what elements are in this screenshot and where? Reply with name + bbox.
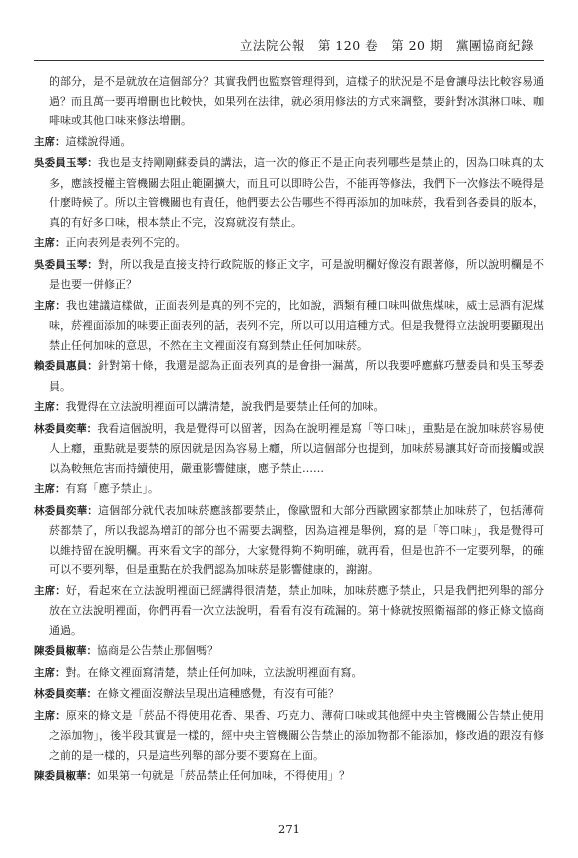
paragraph-text: 的部分，是不是就放在這個部分？其實我們也監察管理得到，這樣子的狀況是不是會讓母法比較容易通過？而且萬一要再增刪也比較快，如果列在法律，就必須用修法的方式來調整，要針對冰淇淋口味、咖啡味或其他口味來修法增刪。 [49, 75, 544, 127]
paragraph-text: 對。在條文裡面寫清楚，禁止任何加味，立法說明裡面有寫。 [65, 665, 363, 679]
transcript-paragraph [34, 255, 544, 295]
speaker-label: 主席： [34, 401, 66, 413]
paragraph-text: 我覺得在立法說明裡面可以講清楚，說我們是要禁止任何的加味。 [65, 400, 385, 413]
page-number: 271 [278, 822, 300, 836]
speaker-label: 陳委員椒華： [34, 770, 97, 782]
transcript-paragraph [34, 72, 544, 131]
speaker-label: 主席： [34, 237, 66, 249]
gazette-header: 立法院公報 第 120 卷 第 20 期 黨團協商紀錄 [239, 38, 534, 53]
paragraph-text: 我看這個說明，我是覺得可以留著，因為在說明裡是寫「等口味」，重點是在說加味菸容易使人上癮，重點就是要禁的原因就是因為容易上癮，所以這個部分也提到，加味菸易讓其好奇而接觸或誤以為較無危害而持續使用，嚴重影響健康，應予禁止…… [49, 421, 545, 475]
paragraph-text: 針對第十條，我還是認為正面表列真的是會掛一漏萬，所以我要呼應蘇巧慧委員和吳玉琴委員。 [49, 359, 545, 393]
speaker-label: 主席： [34, 483, 66, 495]
paragraph-text: 如果第一句就是「菸品禁止任何加味，不得使用」？ [97, 769, 350, 782]
paragraph-text: 好，看起來在立法說明裡面已經講得很清楚，禁止加味，加味菸應予禁止，只是我們把列舉的部分放在立法說明裡面，你們再看一次立法說明，看看有沒有疏漏的。第十條就按照衛福部的修正條文協商通過。 [49, 583, 545, 637]
speaker-label: 主席： [34, 709, 66, 722]
transcript-paragraph [34, 766, 544, 787]
speaker-label: 林委員奕華： [34, 422, 98, 435]
transcript-paragraph [34, 479, 544, 500]
paragraph-text: 在條文裡面沒辦法呈現出這種感覺，有沒有可能？ [97, 687, 339, 700]
paragraph-text: 原來的條文是「菸品不得使用花香、果香、巧克力、薄荷口味或其他經中央主管機關公告禁止使用之添加物」，後半段其實是一樣的，經中央主管機關公告禁止的添加物都不能添加，修改過的跟沒有修之前的是一樣的，只是這些列舉的部分要不要寫在上面。 [49, 708, 545, 762]
paragraph-text: 我也是支持剛剛蘇委員的講法，這一次的修正不是正向表列哪些是禁止的，因為口味真的太多，應該授權主管機關去阻止範圍擴大，而且可以即時公告，不能再等修法，我們下一次修法不曉得是什麼時候了。所以主管機關也有責任，他們要去公告哪些不得再添加的加味菸，我看到各委員的版本，真的有好多口味，根本禁止不完，沒寫就沒有禁止。 [49, 156, 545, 229]
speaker-label: 主席： [34, 666, 66, 679]
transcript-body [34, 72, 544, 788]
speaker-label: 主席： [34, 584, 66, 597]
paragraph-text: 有寫「應予禁止」。 [65, 482, 159, 495]
speaker-label: 主席： [34, 299, 66, 312]
transcript-paragraph [34, 132, 544, 153]
speaker-label: 賴委員惠員： [34, 360, 98, 372]
paragraph-text: 這個部分就代表加味菸應該都要禁止，像歐盟和大部分西歐國家都禁止加味菸了，包括薄荷菸都禁了，所以我認為增訂的部分也不需要去調整，因為這裡是舉例，寫的是「等口味」，我是覺得可以維持留在說明欄。再來看文字的部分，大家覺得夠不夠明確，就再看，但是也許不一定要列舉，的確可以不要列舉，但是重點在於我們認為加味菸是影響健康的，謝謝。 [49, 503, 545, 576]
transcript-paragraph [34, 663, 544, 684]
transcript-paragraph [34, 153, 544, 232]
speaker-label: 主席： [34, 135, 66, 148]
speaker-label: 陳委員椒華： [34, 645, 97, 657]
transcript-paragraph [34, 501, 544, 580]
transcript-paragraph [34, 706, 544, 766]
speaker-label: 吳委員玉琴： [34, 157, 98, 169]
paragraph-text: 正向表列是表列不完的。 [65, 236, 187, 249]
transcript-paragraph [34, 397, 544, 418]
speaker-label: 林委員奕華： [34, 688, 97, 700]
transcript-paragraph [34, 641, 544, 662]
speaker-label: 吳委員玉琴： [34, 258, 98, 271]
transcript-paragraph [34, 296, 544, 356]
header-divider [34, 60, 544, 61]
speaker-label: 林委員奕華： [34, 504, 98, 517]
transcript-paragraph [34, 581, 544, 641]
paragraph-text: 協商是公告禁止那個嗎？ [97, 644, 218, 657]
transcript-paragraph [34, 684, 544, 705]
transcript-paragraph [34, 233, 544, 254]
paragraph-text: 對，所以我是直接支持行政院版的修正文字，可是說明欄好像沒有跟著修，所以說明欄是不是也要一併修正？ [49, 257, 545, 291]
transcript-paragraph [34, 419, 544, 479]
paragraph-text: 這樣說得通。 [65, 134, 132, 148]
transcript-paragraph [34, 356, 544, 396]
paragraph-text: 我也建議這樣做，正面表列是真的列不完的，比如說，酒類有種口味叫做焦煤味，威士忌酒有泥煤味，菸裡面添加的味要正面表列的話，表列不完，所以可以用這種方式。但是我覺得立法說明要顯現出禁止任何加味的意思，不然在主文裡面沒有寫到禁止任何加味菸。 [49, 298, 545, 352]
